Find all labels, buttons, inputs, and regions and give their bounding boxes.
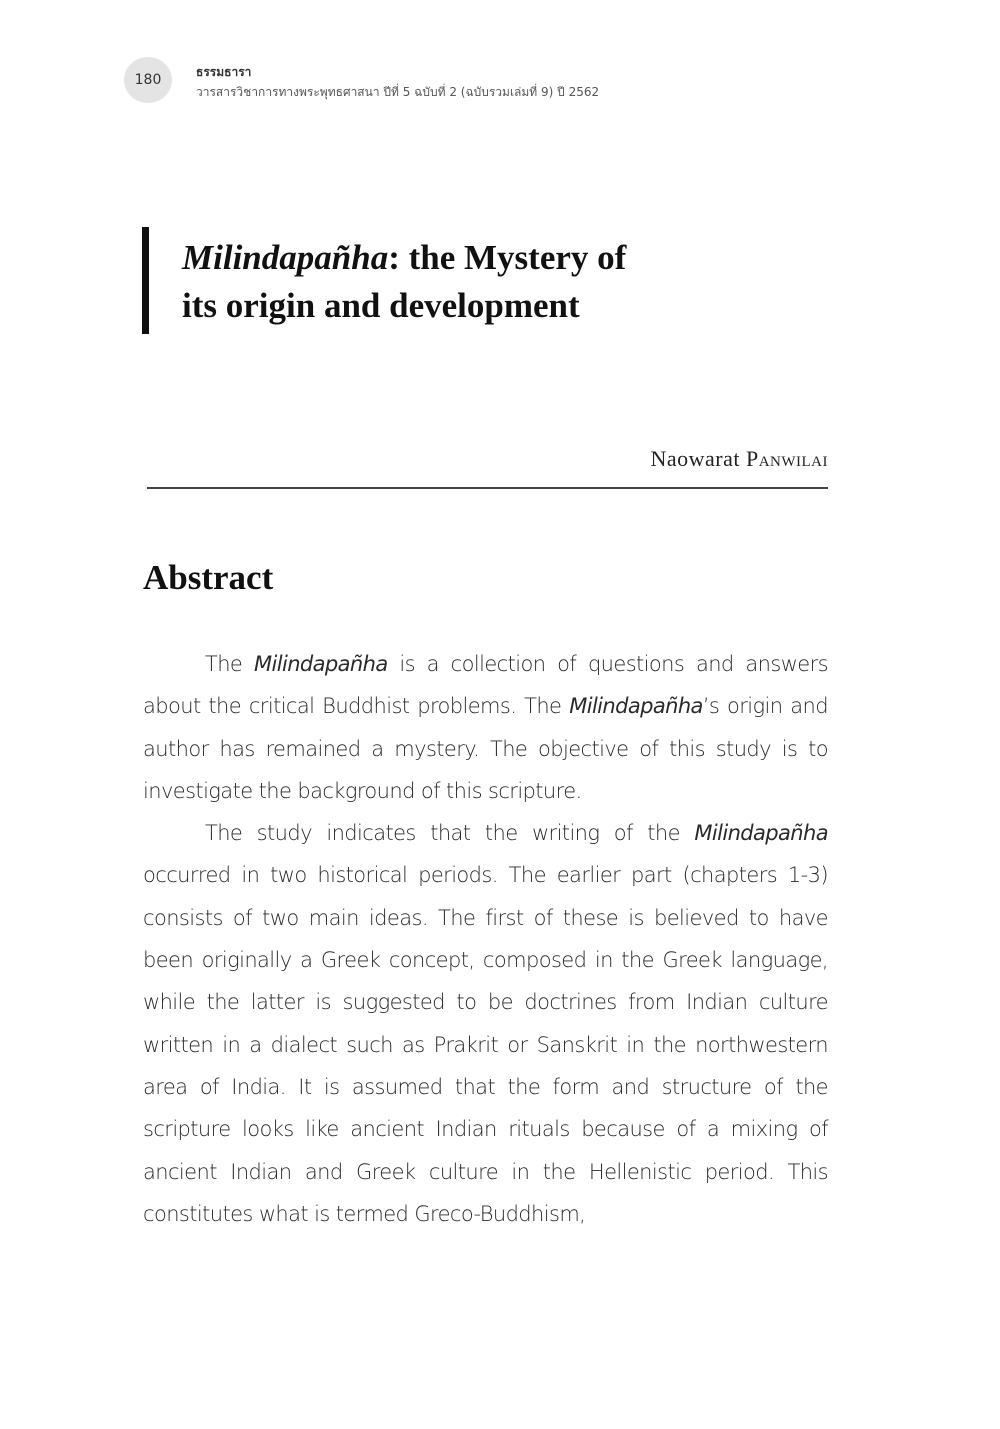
title-rest-line1: : the Mystery of [388, 238, 627, 277]
abstract-heading: Abstract [143, 558, 274, 597]
abstract-body [143, 643, 828, 1235]
author-given-name: Naowarat [650, 446, 740, 471]
p2-text-1: The study indicates that the writing of the [205, 821, 695, 846]
abstract-paragraph-1 [143, 643, 828, 812]
p1-italic-1: Milindapañha [254, 652, 388, 676]
journal-subtitle: วารสารวิชาการทางพระพุทธศาสนา ปีที่ 5 ฉบับที่ 2 (ฉบับรวมเล่มที่ 9) ปี 2562 [196, 85, 600, 99]
author-surname: Panwilai [745, 446, 828, 471]
p1-text-1: The [205, 652, 254, 676]
article-title [182, 234, 802, 330]
title-italic: Milindapañha [182, 238, 389, 277]
p2-italic-1: Milindapañha [694, 821, 828, 846]
title-line2: its origin and development [182, 286, 580, 325]
page-number-badge: 180 [124, 57, 172, 103]
journal-name: ธรรมธารา [196, 65, 252, 79]
divider-rule [147, 487, 828, 489]
p1-text-3: ’s origin and author has remained a mystery. The objective of this study is to investigate the background of this scripture. [143, 694, 828, 803]
p1-italic-2: Milindapañha [569, 694, 703, 719]
p2-text-2: occurred in two historical periods. The earlier part (chapters 1-3) consists of two main ideas. The first of these is believed to have been originally a Greek concept, composed in the Greek language, while the latter is suggested to be doctrines from Indian culture written in a dialect such as Prakrit or Sanskrit in the northwestern area of India. It is assumed that the form and structure of the scripture looks like ancient Indian rituals because of a mixing of ancient Indian and Greek culture in the Hellenistic period. This constitutes what is termed Greco-Buddhism, [143, 863, 828, 1226]
title-accent-bar [142, 227, 149, 334]
abstract-paragraph-2 [143, 812, 828, 1235]
author-name [650, 446, 828, 472]
p1-text-2: is a collection of questions and answers about the critical Buddhist problems. The [143, 652, 828, 719]
